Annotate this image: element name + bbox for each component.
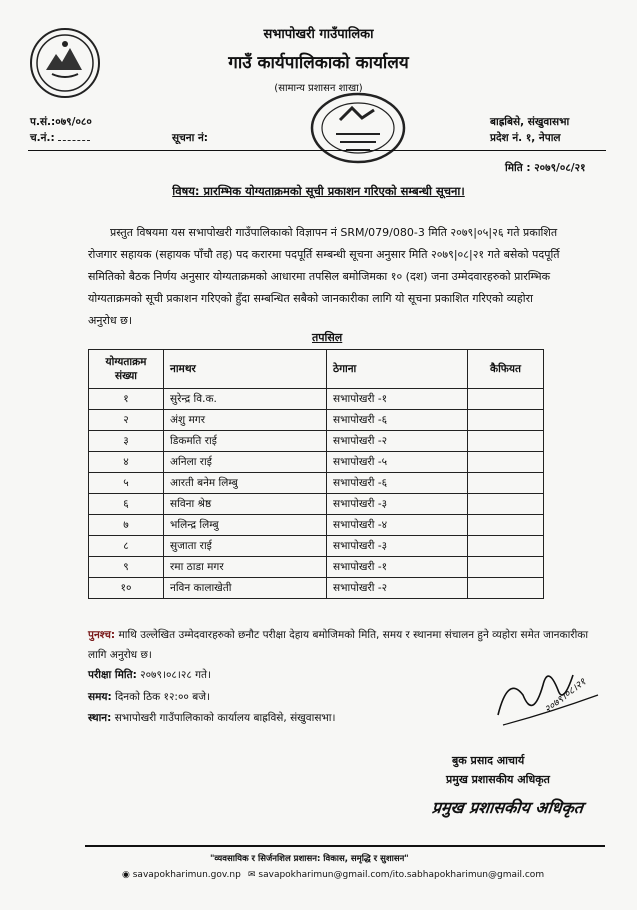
cell-name: अनिला राई: [164, 452, 327, 473]
cell-rank: ४: [89, 452, 164, 473]
footer-motto: "व्यवसायिक र सिर्जनशिल प्रशासन: विकास, समृद्धि र सुशासन": [210, 854, 409, 864]
cell-name: सुजाता राई: [164, 536, 327, 557]
candidate-table: [88, 349, 544, 599]
cell-remarks: [468, 515, 544, 536]
cell-remarks: [468, 557, 544, 578]
table-row: [89, 410, 544, 431]
exam-date-label: परीक्षा मिति:: [88, 669, 137, 681]
table-row: [89, 578, 544, 599]
footer-website: [122, 870, 241, 880]
cell-remarks: [468, 536, 544, 557]
cell-remarks: [468, 431, 544, 452]
office-name: गाउँ कार्यपालिकाको कार्यालय: [228, 53, 409, 73]
cell-rank: ८: [89, 536, 164, 557]
cell-address: सभापोखरी -१: [327, 389, 468, 410]
signature-date: २०७९।०८।२१: [542, 676, 589, 716]
cell-name: सविना श्रेष्ठ: [164, 494, 327, 515]
office-stamp: [300, 90, 410, 170]
address-line-1: बाह्रबिसे, संखुवासभा: [490, 116, 570, 128]
cell-rank: २: [89, 410, 164, 431]
table-row: [89, 515, 544, 536]
cell-address: सभापोखरी -२: [327, 431, 468, 452]
cell-address: सभापोखरी -५: [327, 452, 468, 473]
exam-place: [88, 711, 336, 725]
cell-address: सभापोखरी -६: [327, 473, 468, 494]
postscript-label: पुनश्च:: [88, 629, 116, 641]
reference-number: प.सं.:०७९/०८०: [30, 116, 92, 128]
cell-name: आरती बनेम लिम्बु: [164, 473, 327, 494]
address-line-2: प्रदेश नं. १, नेपाल: [490, 132, 561, 144]
cell-rank: ९: [89, 557, 164, 578]
col-header-address: ठेगाना: [327, 350, 468, 389]
cell-remarks: [468, 410, 544, 431]
cell-address: सभापोखरी -३: [327, 536, 468, 557]
exam-time: [88, 690, 210, 704]
subject-line: विषय: प्रारम्भिक योग्यताक्रमको सूची प्रकाशन गरिएको सम्बन्धी सूचना।: [172, 184, 465, 198]
cell-remarks: [468, 578, 544, 599]
col-header-rank: योग्यताक्रम संख्या: [89, 350, 164, 389]
cell-name: सुरेन्द्र वि.क.: [164, 389, 327, 410]
cell-rank: ५: [89, 473, 164, 494]
footer-divider: [85, 845, 605, 847]
exam-place-value: सभापोखरी गाउँपालिकाको कार्यालय बाह्रविसे, संखुवासभा।: [114, 712, 336, 724]
notice-date: मिति : २०७९/०८/२१: [505, 162, 586, 174]
notice-number-label: सूचना नं:: [172, 132, 208, 144]
municipality-name: सभापोखरी गाउँपालिका: [263, 27, 374, 42]
table-row: [89, 473, 544, 494]
email-text: savapokharimun@gmail.com/ito.sabhapokharimun@gmail.com: [258, 870, 545, 880]
cell-rank: ७: [89, 515, 164, 536]
exam-time-label: समय:: [88, 691, 112, 703]
email-icon: ✉: [248, 870, 256, 880]
cell-remarks: [468, 389, 544, 410]
exam-date-value: २०७९।०८।२८ गते।: [140, 669, 211, 681]
signatory-name: बुक प्रसाद आचार्य: [452, 754, 525, 767]
cell-address: सभापोखरी -२: [327, 578, 468, 599]
cell-remarks: [468, 473, 544, 494]
cell-rank: ६: [89, 494, 164, 515]
exam-place-label: स्थान:: [88, 712, 112, 724]
table-row: [89, 557, 544, 578]
cell-remarks: [468, 494, 544, 515]
cell-remarks: [468, 452, 544, 473]
table-row: [89, 536, 544, 557]
table-row: [89, 452, 544, 473]
signatory-title: प्रमुख प्रशासकीय अधिकृत: [446, 773, 550, 786]
table-row: [89, 431, 544, 452]
cell-address: सभापोखरी -६: [327, 410, 468, 431]
table-row: [89, 494, 544, 515]
col-header-name: नामथर: [164, 350, 327, 389]
col-header-remarks: कैफियत: [468, 350, 544, 389]
exam-time-value: दिनको ठिक १२:०० बजे।: [115, 691, 210, 703]
exam-date: [88, 668, 211, 682]
cell-name: अंशु मगर: [164, 410, 327, 431]
postscript-text: माथि उल्लेखित उम्मेदवारहरुको छनौट परीक्षा देहाय बमोजिमको मिति, समय र स्थानमा संचालन हुने व्यहोरा समेत जानकारीका लागि अनुरोध छ।: [88, 629, 589, 661]
cell-rank: ३: [89, 431, 164, 452]
table-header-row: [89, 350, 544, 389]
cell-rank: १०: [89, 578, 164, 599]
dispatch-number: च.नं.:: [30, 132, 55, 144]
table-row: [89, 389, 544, 410]
dispatch-number-blank: [58, 140, 90, 141]
branch-name: (सामान्य प्रशासन शाखा): [274, 83, 363, 94]
body-paragraph: प्रस्तुत विषयमा यस सभापोखरी गाउँपालिकाको विज्ञापन नं SRM/079/080-3 मिति २०७९|०५|२६ गते प्रकाशित रोजगार सहायक (सहायक पाँचौ तह) पद करारमा पदपूर्ति सम्बन्धी सूचना अनुसार मिति २०७९|०८|२१ गते बसेको पदपूर्ति समितिको बैठक निर्णय अनुसार योग्यताक्रमको आधारमा तपसिल बमोजिमका १० (दश) जना उम्मेदवारहरुको प्रारम्भिक योग्यताक्रमको सूची प्रकाशन गरिएको हुँदा सम्बन्धित सबैको जानकारीका लागि यो सूचना प्रकाशित गरिएको व्यहोरा अनुरोध छ।: [88, 226, 560, 327]
cell-address: सभापोखरी -१: [327, 557, 468, 578]
cell-address: सभापोखरी -३: [327, 494, 468, 515]
cell-name: डिकमति राई: [164, 431, 327, 452]
globe-icon: ◉: [122, 870, 130, 880]
cell-name: रमा ठाडा मगर: [164, 557, 327, 578]
cell-rank: १: [89, 389, 164, 410]
website-text: savapokharimun.gov.np: [132, 870, 241, 880]
cell-name: नविन कालाखेती: [164, 578, 327, 599]
table-title: तपसिल: [312, 331, 343, 344]
cell-address: सभापोखरी -४: [327, 515, 468, 536]
header-divider: [28, 150, 606, 151]
cell-name: भलिन्द्र लिम्बु: [164, 515, 327, 536]
footer-email: [248, 870, 544, 880]
official-title-stamp: प्रमुख प्रशासकीय अधिकृत: [430, 798, 585, 817]
